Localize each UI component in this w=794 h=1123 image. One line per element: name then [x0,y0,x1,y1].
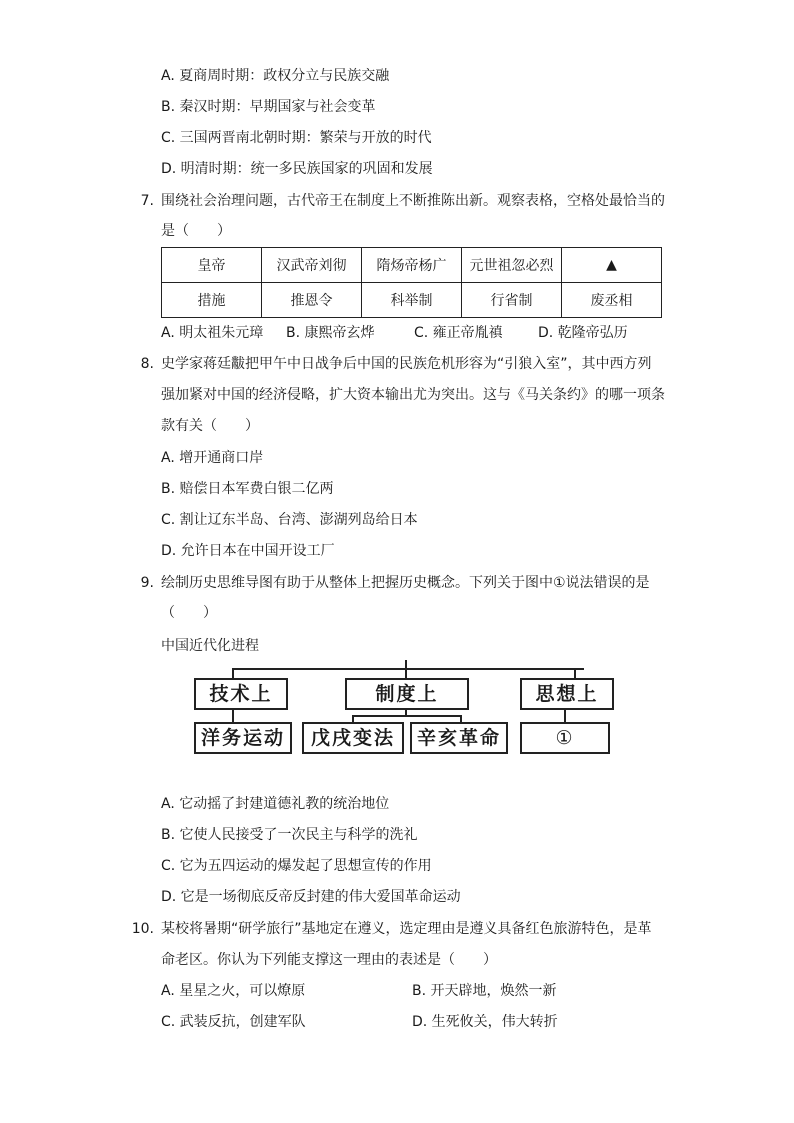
q7-table [161,247,662,318]
q9-figure-title: 中国近代化进程 [161,638,259,654]
q8-number: 8. [140,356,154,372]
mindmap-node-technology: 技术上 [194,678,288,710]
q7-number: 7. [140,193,154,209]
mindmap-node-thought: 思想上 [520,678,614,710]
q8-stem-line2: 强加紧对中国的经济侵略，扩大资本输出尤为突出。这与《马关条约》的哪一项条 [161,387,665,403]
mindmap-node-revolution-1911: 辛亥革命 [410,722,508,754]
mindmap-branch-line [232,668,584,670]
q7-blank-cell: ▲ [562,248,662,283]
mindmap-connector [564,708,566,722]
q7-table-row-emperor [162,248,662,283]
q7-cell: 皇帝 [162,248,262,283]
q6-option-d: D. 明清时期：统一多民族国家的巩固和发展 [161,161,433,177]
q7-cell: 措施 [162,283,262,318]
q10-option-c: C. 武装反抗，创建军队 [161,1014,306,1030]
q7-stem-line1: 围绕社会治理问题，古代帝王在制度上不断推陈出新。观察表格，空格处最恰当的 [161,193,665,209]
q8-option-d: D. 允许日本在中国开设工厂 [161,543,335,559]
q6-option-c: C. 三国两晋南北朝时期：繁荣与开放的时代 [161,130,432,146]
q7-table-row-measure [162,283,662,318]
q8-option-b: B. 赔偿日本军费白银二亿两 [161,481,334,497]
q7-option-a: A. 明太祖朱元璋 [161,325,264,341]
q8-stem-line1: 史学家蒋廷黻把甲午中日战争后中国的民族危机形容为“引狼入室”，其中西方列 [161,356,652,372]
q7-cell: 汉武帝刘彻 [262,248,362,283]
mindmap-connector [232,708,234,722]
q7-cell: 科举制 [362,283,462,318]
q6-option-a: A. 夏商周时期：政权分立与民族交融 [161,68,390,84]
q9-option-b: B. 它使人民接受了一次民主与科学的洗礼 [161,827,418,843]
q9-stem-line2: （ ） [161,605,217,621]
q9-option-c: C. 它为五四运动的爆发起了思想宣传的作用 [161,858,432,874]
q9-option-d: D. 它是一场彻底反帝反封建的伟大爱国革命运动 [161,889,461,905]
q8-option-a: A. 增开通商口岸 [161,450,264,466]
q7-cell: 隋炀帝杨广 [362,248,462,283]
q7-option-c: C. 雍正帝胤禛 [414,325,503,341]
q7-stem-line2: 是（ ） [161,223,231,239]
q10-number: 10. [131,921,154,937]
mindmap-connector [352,715,462,717]
q10-stem-line2: 命老区。你认为下列能支撑这一理由的表述是（ ） [161,952,497,968]
mindmap-node-system: 制度上 [345,678,469,710]
q7-cell: 行省制 [462,283,562,318]
mindmap-node-blank-1: ① [520,722,610,754]
mindmap-node-reform-1898: 戊戌变法 [302,722,404,754]
q10-option-a: A. 星星之火，可以燎原 [161,983,306,999]
q9-number: 9. [140,575,154,591]
q7-cell: 废丞相 [562,283,662,318]
q9-stem-line1: 绘制历史思维导图有助于从整体上把握历史概念。下列关于图中①说法错误的是 [161,575,650,591]
q7-option-d: D. 乾隆帝弘历 [538,325,628,341]
q9-mindmap [192,660,610,752]
q10-option-d: D. 生死攸关，伟大转折 [412,1014,558,1030]
q8-stem-line3: 款有关（ ） [161,418,259,434]
q6-option-b: B. 秦汉时期：早期国家与社会变革 [161,99,376,115]
q10-option-b: B. 开天辟地，焕然一新 [412,983,557,999]
q7-option-b: B. 康熙帝玄烨 [286,325,375,341]
q9-option-a: A. 它动摇了封建道德礼教的统治地位 [161,796,390,812]
mindmap-node-westernization: 洋务运动 [194,722,292,754]
q10-stem-line1: 某校将暑期“研学旅行”基地定在遵义，选定理由是遵义具备红色旅游特色，是革 [161,921,652,937]
q7-cell: 推恩令 [262,283,362,318]
q8-option-c: C. 割让辽东半岛、台湾、澎湖列岛给日本 [161,512,418,528]
q7-cell: 元世祖忽必烈 [462,248,562,283]
